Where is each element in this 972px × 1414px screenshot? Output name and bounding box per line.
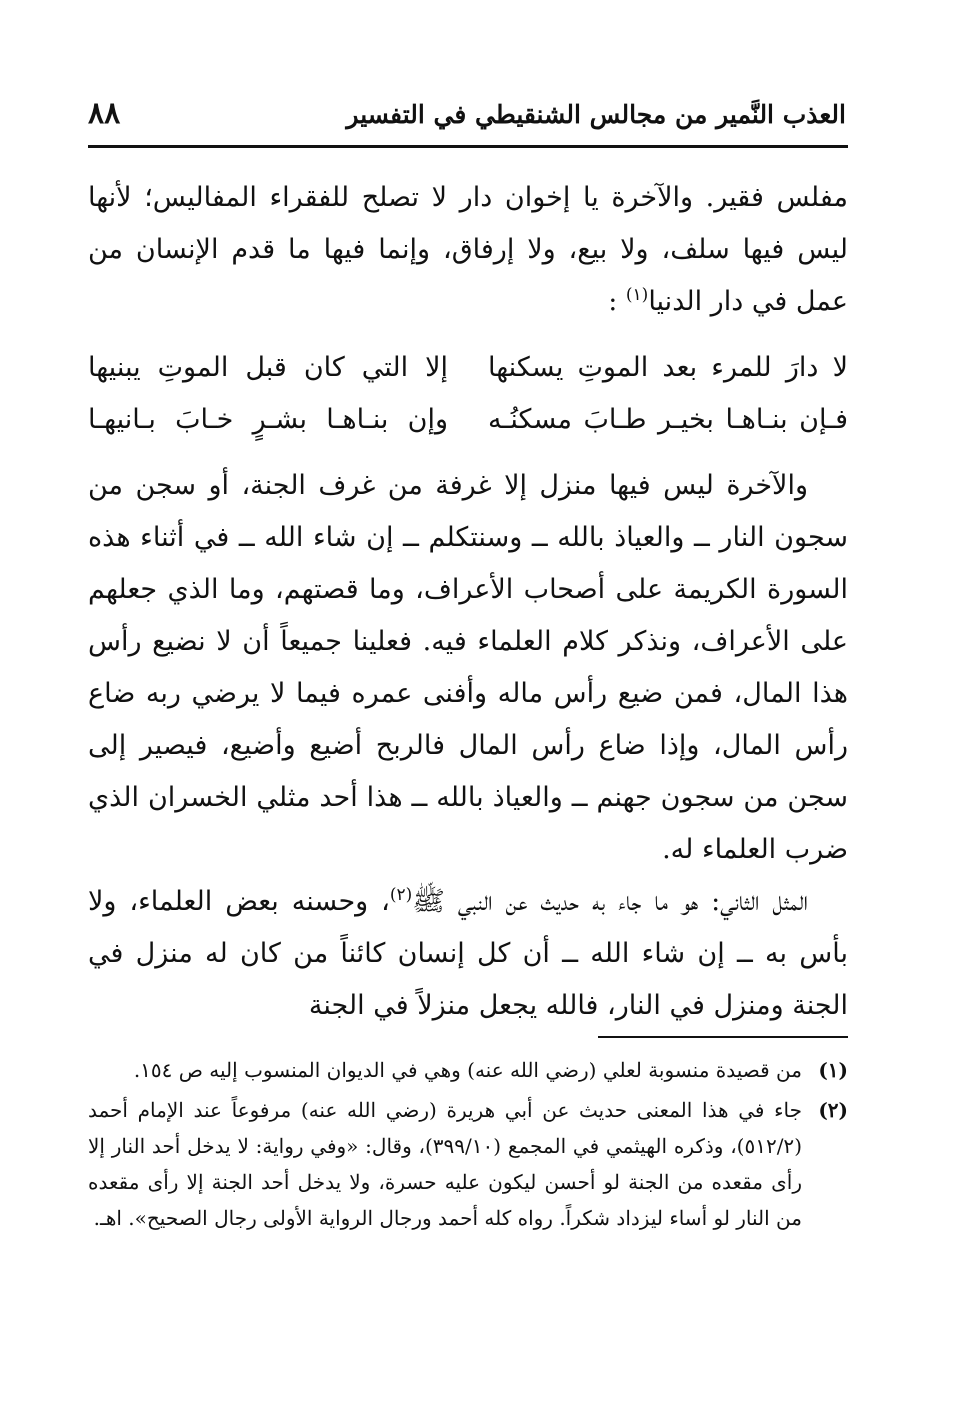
poem-verse-2-first-hemistich: فـإن بنـاهـا بخيـر طـابَ مسكنُـه (488, 404, 848, 435)
paragraph-1-text: مفلس فقير. والآخرة يا إخوان دار لا تصلح للفقراء المفاليس؛ لأنها ليس فيها سلف، ولا بيع، ولا إرفاق، وإنما فيها ما قدم الإنسان من عمل في دار الدنيا (88, 182, 848, 317)
header-rule (88, 145, 848, 148)
poem-verse (88, 394, 848, 446)
poem-verse-1-second-hemistich: إلا التي كان قبل الموتِ يبنيها (88, 352, 448, 383)
paragraph-1 (88, 172, 848, 328)
book-title: العذب النَّمير من مجالس الشنقيطي في التفسير (346, 100, 846, 129)
paragraph-3-end: ، وحسنه بعض العلماء، ولا بأس به ــ إن شاء الله ــ أن كل إنسان كائناً من كان له منزل في الجنة ومنزل في النار، فالله يجعل منزلاً في الجنة (88, 886, 848, 1021)
footnote-2 (88, 1092, 848, 1236)
footnote-ref-1[interactable]: (١) (625, 285, 649, 305)
paragraph-1-end: : (608, 286, 618, 317)
paragraph-3 (88, 876, 848, 1032)
footnote-1-text: من قصيدة منسوبة لعلي (رضي الله عنه) وهي في الديوان المنسوب إليه ص ١٥٤. (133, 1058, 802, 1082)
page-number: ٨٨ (88, 96, 121, 131)
running-header (88, 96, 848, 140)
footnote-1 (88, 1052, 848, 1088)
paragraph-3-start: المثل الثاني: هو ما جاء به حديث عن النبي ﷺ (412, 886, 808, 917)
poem-verse-1-first-hemistich: لا دارَ للمرء بعد الموتِ يسكنها (488, 352, 848, 383)
footnotes (88, 1052, 848, 1240)
poem (88, 342, 848, 446)
poem-verse-2-second-hemistich: وإن بنـاهـا بشـرٍ خـابَ بـانيهـا (88, 404, 448, 435)
book-page (88, 0, 848, 1414)
footnote-2-number: (٢) (818, 1098, 848, 1122)
footnote-1-number: (١) (818, 1058, 848, 1082)
paragraph-2: والآخرة ليس فيها منزل إلا غرفة من غرف الجنة، أو سجن من سجون النار ــ والعياذ بالله ــ وسنتكلم ــ إن شاء الله ــ في أثناء هذه السورة الكريمة على أصحاب الأعراف، وما قصتهم، وما الذي جعلهم على الأعراف، ونذكر كلام العلماء فيه. فعلينا جميعاً أن لا نضيع رأس هذا المال، فمن ضيع رأس ماله وأفنى عمره فيما لا يرضي ربه ضاع رأس المال، وإذا ضاع رأس المال فالربح أضيع وأضيع، فيصير إلى سجن من سجون جهنم ــ والعياذ بالله ــ هذا أحد مثلي الخسران الذي ضرب العلماء له. (88, 470, 848, 865)
poem-verse (88, 342, 848, 394)
main-text (88, 172, 848, 1032)
footnote-separator (598, 1036, 848, 1038)
footnote-ref-2[interactable]: (٢) (389, 885, 413, 905)
footnote-2-text: جاء في هذا المعنى حديث عن أبي هريرة (رضي الله عنه) مرفوعاً عند الإمام أحمد (٥١٢/٢)، وذكره الهيثمي في المجمع (٣٩٩/١٠)، وقال: «وفي رواية: لا يدخل أحد النار إلا رأى مقعده من الجنة لو أحسن ليكون عليه حسرة، ولا يدخل أحد الجنة إلا رأى مقعده من النار لو أساء ليزداد شكراً. رواه كله أحمد ورجال الرواية الأولى رجال الصحيح». اهـ. (88, 1098, 802, 1230)
